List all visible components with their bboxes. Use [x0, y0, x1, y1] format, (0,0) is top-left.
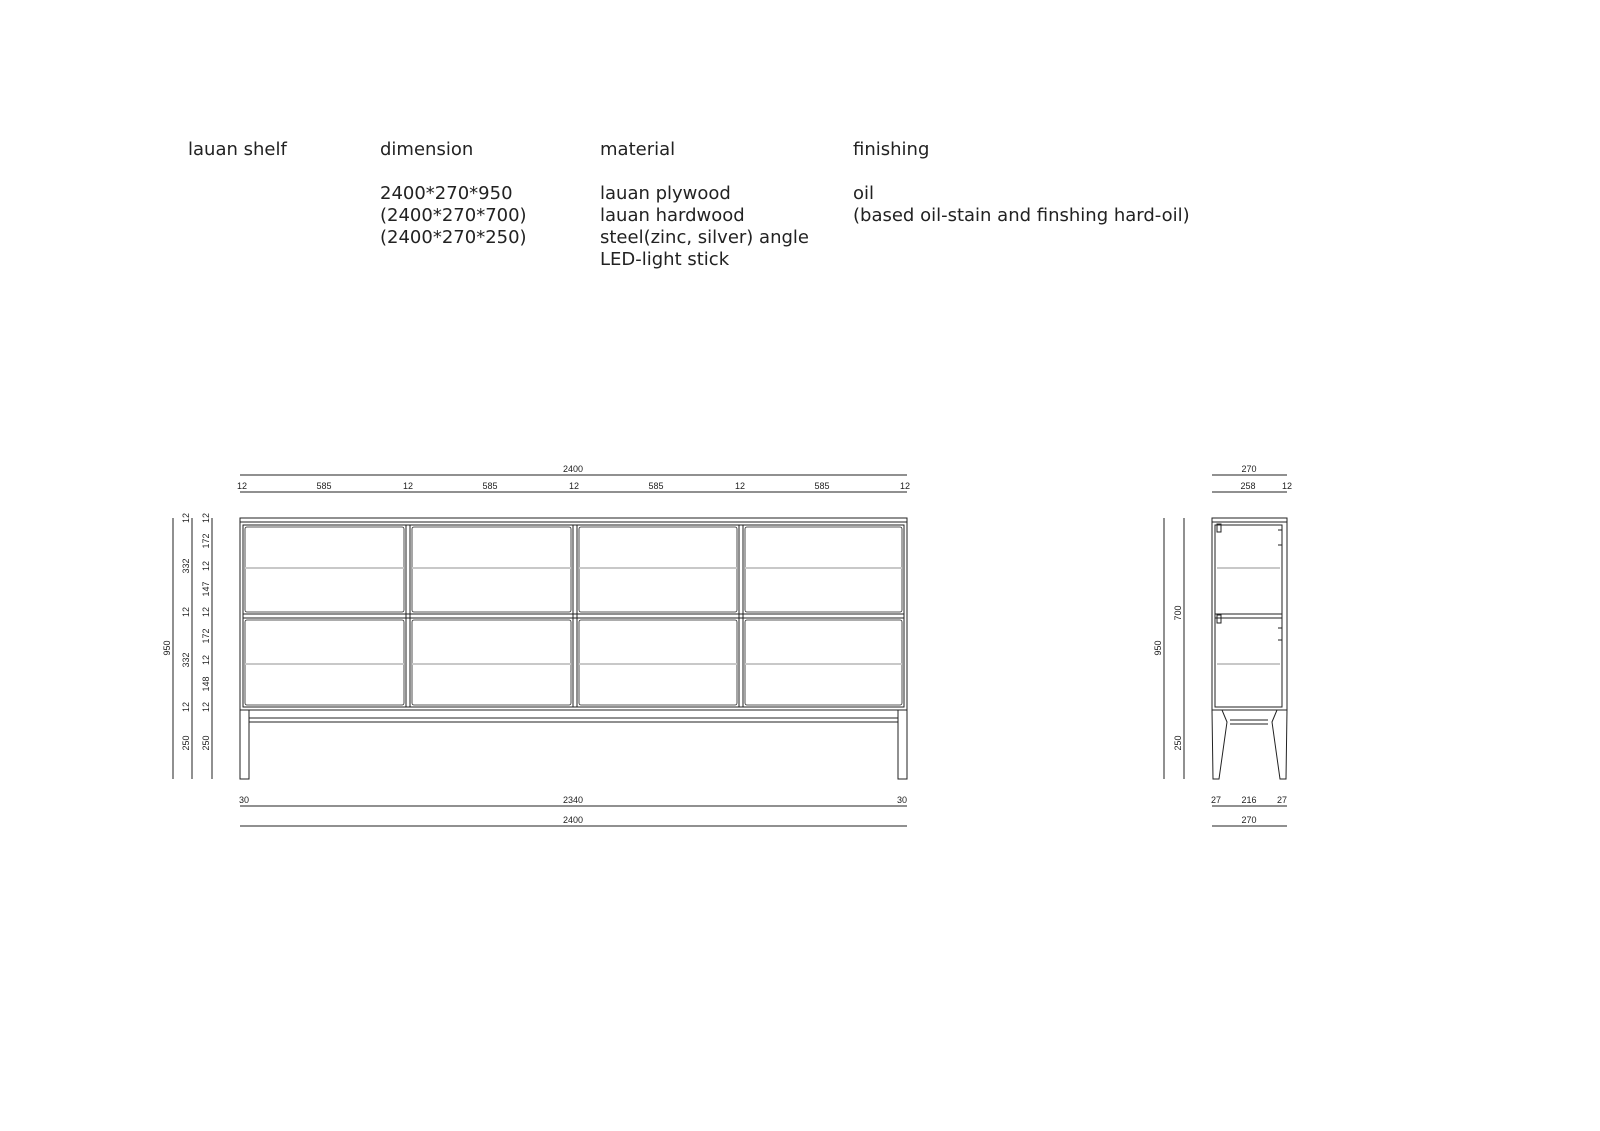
front-dimension-lines: [173, 475, 907, 826]
side-top-dim: 258: [1240, 481, 1256, 491]
front-overall-height: 950: [162, 640, 172, 656]
front-overall-width-top: 2400: [562, 464, 584, 474]
side-leg-left: [1212, 710, 1227, 779]
dimension-line: 2400*270*950: [380, 183, 513, 204]
front-divider: [406, 525, 410, 707]
front-divider: [573, 525, 577, 707]
side-inner-frame: [1215, 525, 1282, 707]
side-leg-right: [1272, 710, 1287, 779]
front-left-dim-b: 172: [201, 533, 211, 549]
front-top-dim: 12: [236, 481, 248, 491]
front-bottom-dim: 30: [896, 795, 908, 805]
front-left-dim-b: 12: [201, 654, 211, 666]
front-left-dim-b: 250: [201, 735, 211, 751]
side-overall-depth-bottom: 270: [1241, 815, 1257, 825]
front-left-dim-a: 12: [181, 701, 191, 713]
front-left-dim-a: 250: [181, 735, 191, 751]
front-left-dim-b: 172: [201, 628, 211, 644]
side-top-dim: 12: [1281, 481, 1293, 491]
side-overall-height: 950: [1153, 640, 1163, 656]
front-leg-left: [240, 710, 249, 779]
finishing-line: oil: [853, 183, 875, 204]
front-overall-width-bottom: 2400: [562, 815, 584, 825]
front-top-dim: 12: [734, 481, 746, 491]
front-left-dim-a: 332: [181, 652, 191, 668]
side-cabinet-height: 700: [1173, 605, 1183, 621]
front-left-dim-a: 332: [181, 558, 191, 574]
front-left-dim-a: 12: [181, 512, 191, 524]
finishing-line: (based oil-stain and finshing hard-oil): [853, 205, 1190, 226]
front-top-dim: 585: [482, 481, 498, 491]
front-leg-right: [898, 710, 907, 779]
dimension-heading: dimension: [380, 139, 474, 160]
front-left-dim-b: 148: [201, 676, 211, 692]
front-top-dim: 12: [899, 481, 911, 491]
material-line: LED-light stick: [600, 249, 730, 270]
front-left-dim-a: 12: [181, 606, 191, 618]
material-line: lauan plywood: [600, 183, 731, 204]
front-bottom-dim: 2340: [562, 795, 584, 805]
front-top-dim: 12: [568, 481, 580, 491]
material-line: lauan hardwood: [600, 205, 745, 226]
side-view: [1212, 518, 1287, 779]
front-left-dim-b: 12: [201, 512, 211, 524]
side-bottom-dim: 27: [1276, 795, 1288, 805]
side-dimension-lines: [1164, 475, 1287, 826]
dimension-line: (2400*270*250): [380, 227, 527, 248]
side-bottom-dim: 27: [1210, 795, 1222, 805]
material-line: steel(zinc, silver) angle: [600, 227, 809, 248]
side-bottom-dim: 216: [1241, 795, 1257, 805]
front-divider: [739, 525, 743, 707]
front-top-dim: 585: [316, 481, 332, 491]
front-left-dim-b: 147: [201, 581, 211, 597]
finishing-heading: finishing: [853, 139, 930, 160]
material-heading: material: [600, 139, 676, 160]
front-left-dim-b: 12: [201, 701, 211, 713]
front-top-dim: 12: [402, 481, 414, 491]
side-leg-height: 250: [1173, 735, 1183, 751]
product-name: lauan shelf: [188, 139, 287, 160]
front-top-dim: 585: [648, 481, 664, 491]
front-top-dim: 585: [814, 481, 830, 491]
front-view: [240, 518, 907, 779]
side-overall-depth-top: 270: [1241, 464, 1257, 474]
dimension-line: (2400*270*700): [380, 205, 527, 226]
front-left-dim-b: 12: [201, 560, 211, 572]
front-bottom-dim: 30: [238, 795, 250, 805]
front-left-dim-b: 12: [201, 606, 211, 618]
